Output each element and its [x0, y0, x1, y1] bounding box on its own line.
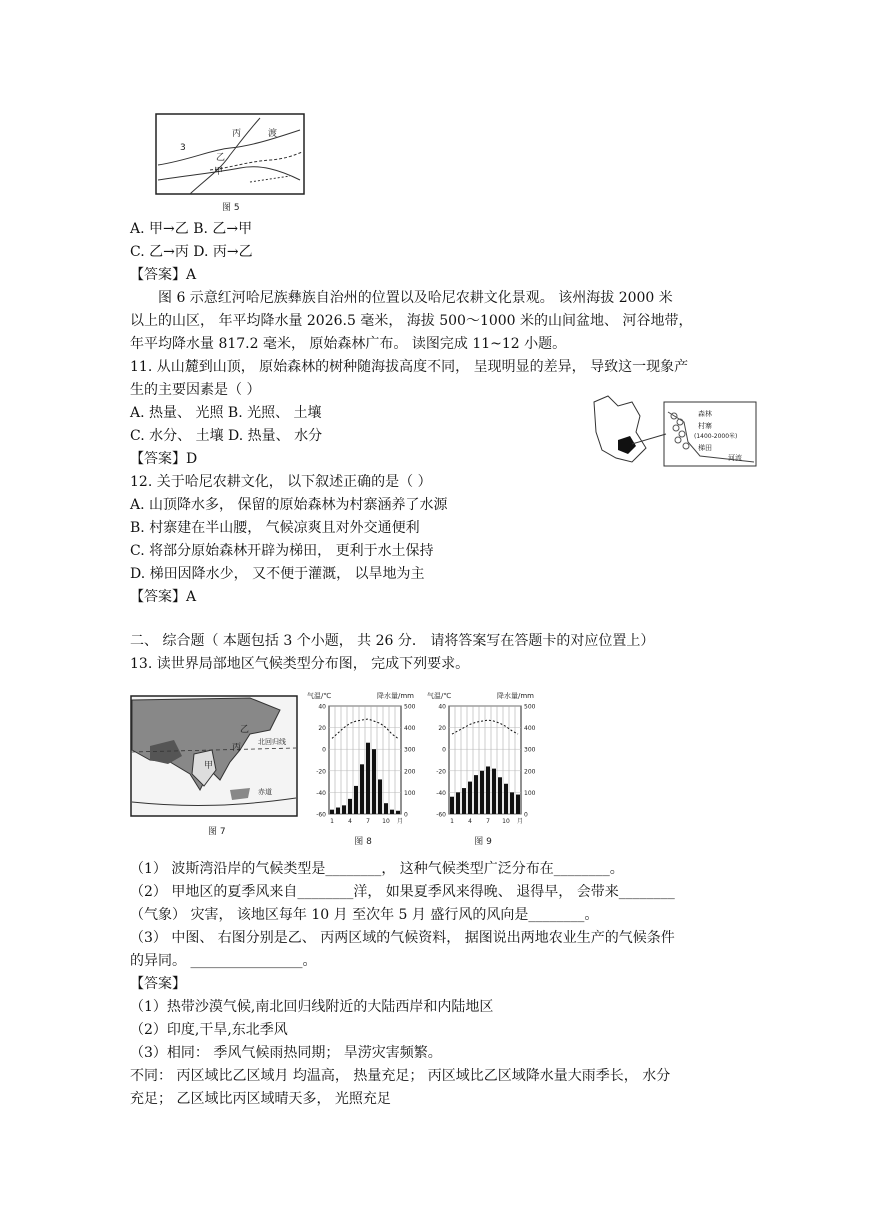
precip-tick-label: 400: [404, 725, 416, 733]
temp-tick-label: 20: [318, 725, 326, 733]
legend-label: (1400-2000米): [694, 433, 738, 440]
intro-text: 图 6 示意红河哈尼族彝族自治州的位置以及哈尼农耕文化景观。 该州海拔 2000 米: [158, 290, 673, 306]
precip-bar: [474, 775, 478, 814]
question-options: C. 乙→丙 D. 丙→乙: [130, 244, 253, 260]
precip-bar: [504, 784, 508, 814]
map-label: 乙: [216, 153, 226, 163]
precip-bar: [492, 769, 496, 814]
answer-line: （3）相同： 季风气候雨热同期； 旱涝灾害频繁。: [130, 1045, 442, 1061]
pointer-line: [632, 434, 666, 444]
temp-tick-label: -20: [316, 768, 326, 776]
map-label: 3: [180, 143, 186, 153]
prefecture-area: [618, 436, 636, 454]
question-options: C. 水分、 土壤 D. 热量、 水分: [130, 428, 323, 444]
question-13-part-1: （1） 波斯湾沿岸的气候类型是________， 这种气候类型广泛分布在________。: [130, 861, 624, 877]
option: B. 村寨建在半山腰， 气候凉爽且对外交通便利: [130, 520, 420, 536]
precip-bar: [390, 810, 394, 814]
month-tick-label: 7: [486, 818, 490, 825]
temp-tick-label: -40: [436, 789, 446, 797]
map-label: 甲: [214, 167, 224, 177]
answer: 【答案】: [130, 976, 186, 992]
precip-bar: [336, 808, 340, 814]
precip-tick-label: 500: [404, 703, 416, 711]
answer-line: 充足； 乙区域比丙区域晴天多， 光照充足: [130, 1091, 391, 1107]
month-tick-label: 4: [468, 818, 472, 825]
answer-line: 不同： 丙区域比乙区域月 均温高， 热量充足； 丙区域比乙区域降水量大雨季长， 水分: [130, 1068, 671, 1084]
precip-tick-label: 0: [404, 811, 408, 819]
temp-tick-label: 40: [318, 703, 326, 711]
map-label: 丙: [232, 129, 242, 139]
question-11: 生的主要因素是（ ）: [130, 382, 261, 398]
precip-tick-label: 200: [524, 768, 536, 776]
figure-9-climate-chart: [425, 688, 555, 850]
precip-bar: [342, 805, 346, 814]
map-label: 渡: [268, 129, 278, 139]
precip-tick-label: 300: [524, 746, 536, 754]
question-12: 12. 关于哈尼农耕文化， 以下叙述正确的是（ ）: [130, 474, 432, 490]
precip-bar: [462, 788, 466, 814]
month-axis-label: 月: [517, 818, 524, 825]
option: A. 山顶降水多， 保留的原始森林为村寨涵养了水源: [130, 497, 448, 513]
question-options: A. 热量、 光照 B. 光照、 土壤: [130, 405, 322, 421]
figure-caption: 图 8: [354, 837, 372, 847]
precip-tick-label: 100: [404, 789, 416, 797]
question-11: 11. 从山麓到山顶， 原始森林的树种随海拔高度不同， 呈现明显的差异， 导致这一现象产: [130, 359, 689, 375]
precip-bar: [366, 743, 370, 814]
figure-caption: 图 7: [208, 827, 226, 837]
precip-bar: [348, 799, 352, 814]
temp-tick-label: 0: [442, 746, 446, 754]
month-tick-label: 7: [366, 818, 370, 825]
question-13-part-2: （气象） 灾害， 该地区每年 10 月 至次年 5 月 盛行风的风向是________。: [130, 907, 599, 923]
precip-bar: [330, 810, 334, 814]
answer: 【答案】A: [130, 267, 197, 283]
question-options: A. 甲→乙 B. 乙→甲: [130, 221, 253, 237]
temp-tick-label: 20: [438, 725, 446, 733]
answer: 【答案】D: [130, 451, 198, 467]
month-tick-label: 4: [348, 818, 352, 825]
map-label: 北回归线: [258, 738, 286, 746]
precip-bar: [396, 811, 400, 814]
precip-bar: [360, 764, 364, 814]
precip-tick-label: 100: [524, 789, 536, 797]
precip-bar: [384, 803, 388, 814]
map-frame: [156, 114, 304, 194]
precip-bar: [468, 782, 472, 814]
precip-bar: [510, 792, 514, 814]
precip-axis-label: 降水量/mm: [377, 692, 414, 700]
question-13-part-3: （3） 中图、 右图分别是乙、 丙两区域的气候资料， 据图说出两地农业生产的气候条件: [130, 930, 675, 946]
precip-bar: [516, 795, 520, 814]
precip-bar: [480, 771, 484, 814]
intro-text: 年平均降水量 817.2 毫米， 原始森林广布。 读图完成 11~12 小题。: [130, 336, 567, 352]
temp-tick-label: -60: [316, 811, 326, 819]
map-label: 甲: [204, 761, 214, 771]
legend-label: 村寨: [698, 422, 712, 430]
precip-bar: [456, 792, 460, 814]
temp-axis-label: 气温/℃: [427, 692, 452, 700]
temp-tick-label: 0: [322, 746, 326, 754]
figure-6-map: [588, 392, 760, 472]
temp-tick-label: -60: [436, 811, 446, 819]
intro-text: 以上的山区， 年平均降水量 2026.5 毫米， 海拔 500～1000 米的山间盆地、 河谷地带，: [130, 313, 693, 329]
month-tick-label: 1: [450, 818, 454, 825]
temp-tick-label: -40: [316, 789, 326, 797]
precip-axis-label: 降水量/mm: [497, 692, 534, 700]
legend-label: 梯田: [698, 444, 712, 452]
question-13-part-2: （2） 甲地区的夏季风来自________洋， 如果夏季风来得晚、 退得早， 会带来________: [130, 884, 675, 900]
arrow-line: [250, 176, 290, 182]
temp-axis-label: 气温/℃: [307, 692, 332, 700]
precip-bar: [372, 749, 376, 814]
map-label: 乙: [240, 725, 250, 735]
answer-line: （2）印度,干旱,东北季风: [130, 1022, 288, 1038]
answer-line: （1）热带沙漠气候,南北回归线附近的大陆西岸和内陆地区: [130, 999, 494, 1015]
map-label: 丙: [232, 743, 242, 753]
precip-bar: [486, 766, 490, 814]
month-axis-label: 月: [397, 818, 404, 825]
precip-tick-label: 300: [404, 746, 416, 754]
province-outline: [594, 396, 646, 462]
figure-7-map: [130, 690, 300, 850]
legend-label: 森林: [698, 410, 712, 418]
option: C. 将部分原始森林开辟为梯田， 更利于水土保持: [130, 543, 434, 559]
precip-bar: [498, 777, 502, 814]
month-tick-label: 1: [330, 818, 334, 825]
option: D. 梯田因降水少， 又不便于灌溉， 以旱地为主: [130, 566, 425, 582]
map-label: 赤道: [258, 788, 272, 796]
figure-caption: 图 5: [222, 203, 240, 213]
precip-tick-label: 0: [524, 811, 528, 819]
month-tick-label: 10: [382, 818, 390, 825]
precip-bar: [378, 779, 382, 814]
temp-tick-label: -20: [436, 768, 446, 776]
precip-bar: [354, 786, 358, 814]
answer: 【答案】A: [130, 589, 197, 605]
figure-caption: 图 9: [474, 837, 492, 847]
precip-tick-label: 400: [524, 725, 536, 733]
section-heading: 二、 综合题（ 本题包括 3 个小题， 共 26 分． 请将答案写在答题卡的对应位置上）: [130, 633, 655, 649]
question-13: 13. 读世界局部地区气候类型分布图， 完成下列要求。: [130, 656, 470, 672]
temp-tick-label: 40: [438, 703, 446, 711]
precip-bar: [450, 797, 454, 814]
precip-tick-label: 200: [404, 768, 416, 776]
precip-tick-label: 500: [524, 703, 536, 711]
figure-8-climate-chart: [305, 688, 435, 850]
question-13-part-3: 的异同。 ________________。: [130, 953, 317, 969]
figure-5-map: [150, 110, 310, 215]
month-tick-label: 10: [502, 818, 510, 825]
legend-label: 河流: [728, 454, 742, 462]
